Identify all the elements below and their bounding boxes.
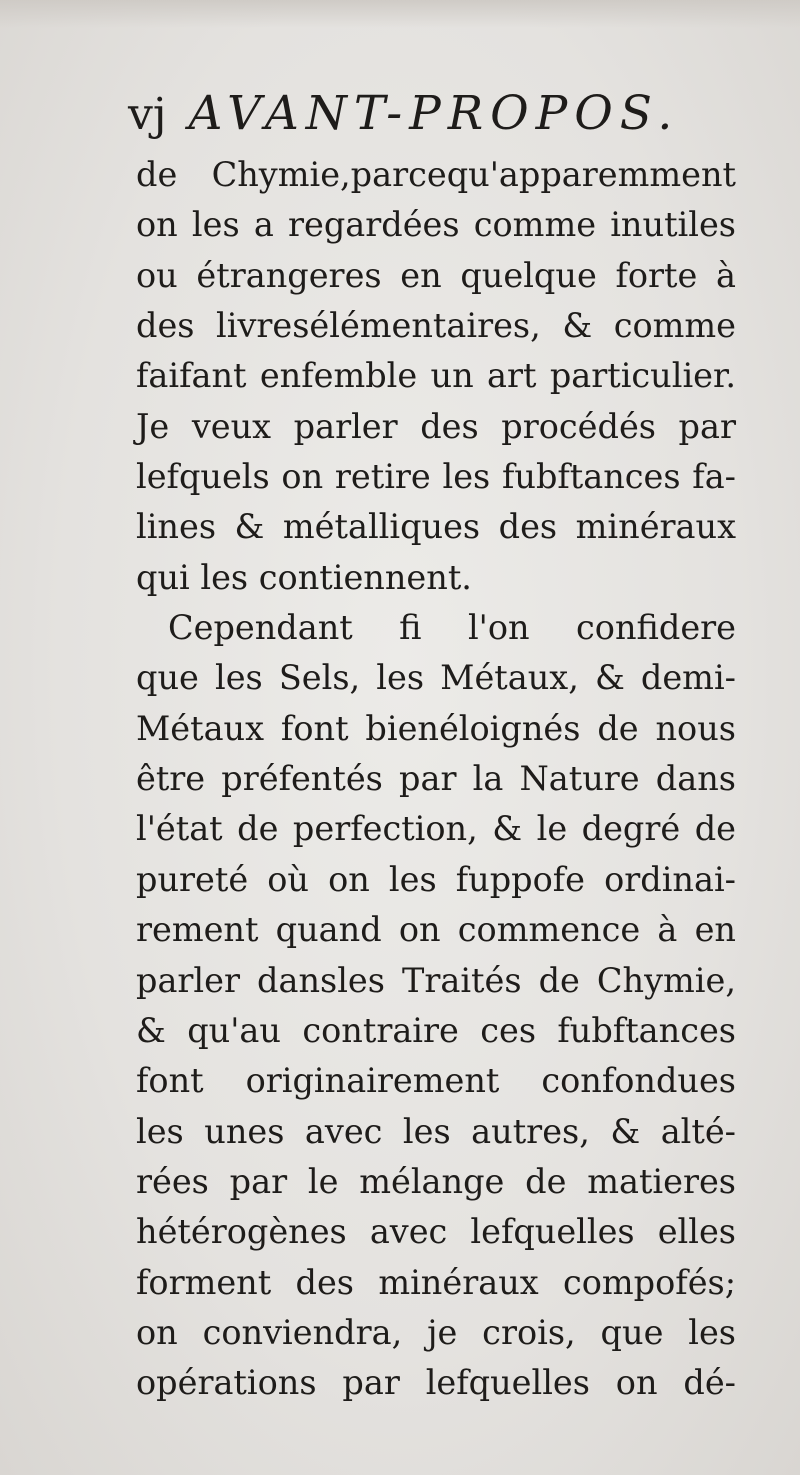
text-line: des livresélémentaires, & comme — [136, 306, 736, 346]
text-line: parler dansles Traités de Chymie, — [136, 960, 736, 1000]
text-line: les unes avec les autres, & alté- — [136, 1111, 736, 1151]
text-line: être préfentés par la Nature dans — [136, 759, 736, 799]
text-line: on les a regardées comme inutiles — [136, 205, 736, 245]
text-line: ou étrangeres en quelque forte à — [136, 255, 736, 295]
text-line: lines & métalliques des minéraux — [136, 507, 736, 547]
text-line: rées par le mélange de matieres — [136, 1161, 736, 1201]
text-line: faifant enfemble un art particulier. — [136, 356, 736, 396]
text-line: opérations par lefquelles on dé- — [136, 1363, 736, 1403]
text-line: forment des minéraux compofés; — [136, 1262, 736, 1302]
text-line: qui les contiennent. — [136, 557, 472, 597]
text-line: que les Sels, les Métaux, & demi- — [136, 658, 736, 698]
text-line: de Chymie,parcequ'apparemment — [136, 155, 736, 194]
text-line: Cependant fi l'on confidere — [168, 608, 736, 648]
page-top-edge — [0, 0, 800, 28]
text-line: pureté où on les fuppofe ordinai- — [136, 859, 736, 899]
text-line: Métaux font bienéloignés de nous — [136, 708, 736, 748]
text-line: rement quand on commence à en — [136, 910, 736, 950]
text-line: lefquels on retire les fubftances fa- — [136, 457, 736, 497]
text-line: l'état de perfection, & le degré de — [136, 809, 736, 849]
body-text — [136, 150, 736, 1409]
page-header — [128, 86, 679, 150]
text-line: on conviendra, je crois, que les — [136, 1312, 736, 1352]
text-line: Je veux parler des procédés par — [136, 406, 736, 446]
running-head: AVANT-PROPOS. — [188, 86, 680, 141]
page-number: vj — [128, 89, 167, 140]
text-line: hétérogènes avec lefquelles elles — [136, 1212, 736, 1252]
text-line: & qu'au contraire ces fubftances — [136, 1010, 736, 1050]
text-line: font originairement confondues — [136, 1061, 736, 1101]
